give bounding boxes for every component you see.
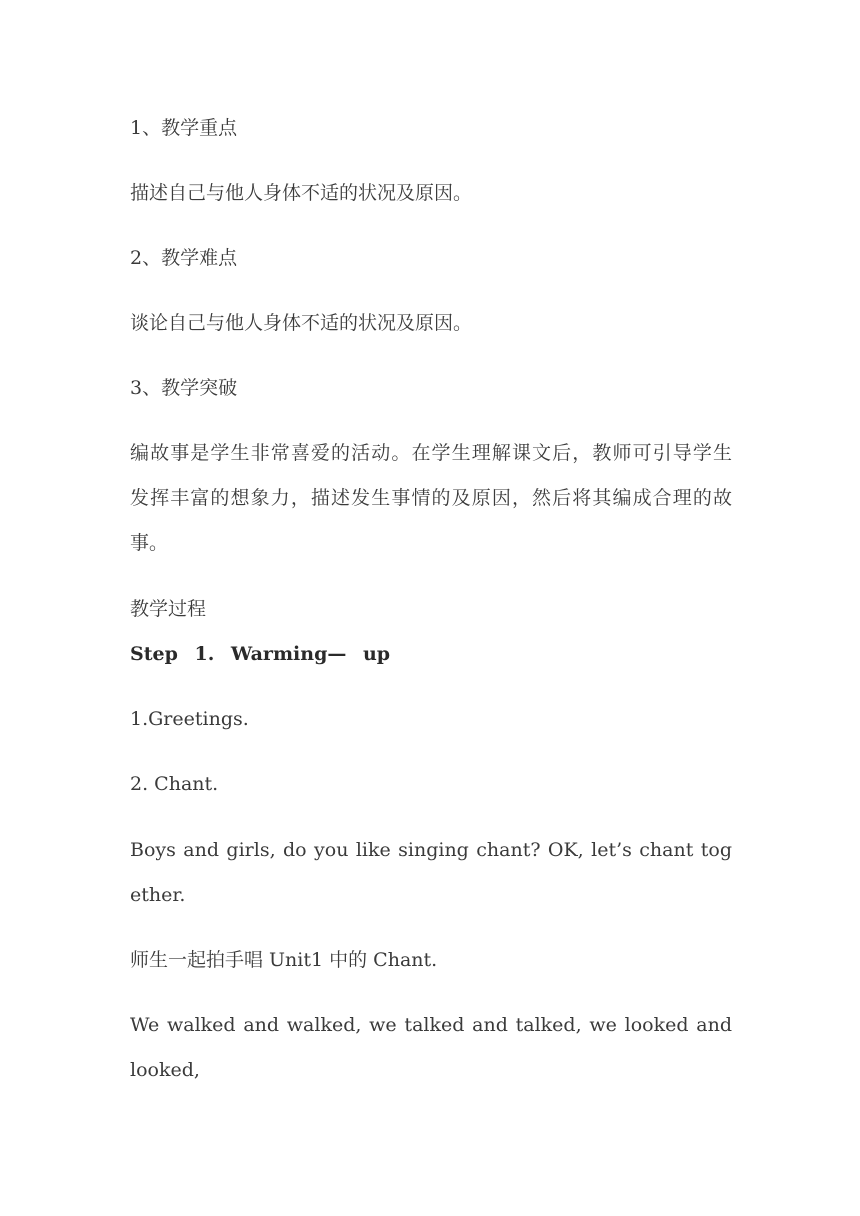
heading-teaching-focus: 1、教学重点	[130, 117, 238, 139]
chant-prompt-line-1: Boys and girls, do you like singing chant? OK, let’s chant tog	[130, 839, 732, 861]
heading-teaching-difficulty: 2、教学难点	[130, 247, 238, 269]
heading-teaching-process: 教学过程	[130, 598, 207, 620]
heading-teaching-breakthrough: 3、教学突破	[130, 377, 238, 399]
chant-lyrics-line-2: looked,	[130, 1059, 200, 1081]
teaching-difficulty-text: 谈论自己与他人身体不适的状况及原因。	[130, 312, 473, 334]
breakthrough-text-line-3: 事。	[130, 532, 169, 554]
chant-lyrics-line-1: We walked and walked, we talked and talked, we looked and	[130, 1014, 732, 1036]
chant-prompt-line-2: ether.	[130, 884, 186, 906]
breakthrough-text-line-2: 发挥丰富的想象力，描述发生事情的及原因，然后将其编成合理的故	[130, 487, 732, 509]
greetings-item: 1.Greetings.	[130, 708, 249, 730]
step-1-heading: Step 1. Warming— up	[130, 643, 391, 665]
chant-item: 2. Chant.	[130, 773, 219, 795]
teaching-focus-text: 描述自己与他人身体不适的状况及原因。	[130, 182, 473, 204]
chant-instruction: 师生一起拍手唱 Unit1 中的 Chant.	[130, 949, 438, 971]
breakthrough-text-line-1: 编故事是学生非常喜爱的活动。在学生理解课文后，教师可引导学生	[130, 442, 732, 464]
